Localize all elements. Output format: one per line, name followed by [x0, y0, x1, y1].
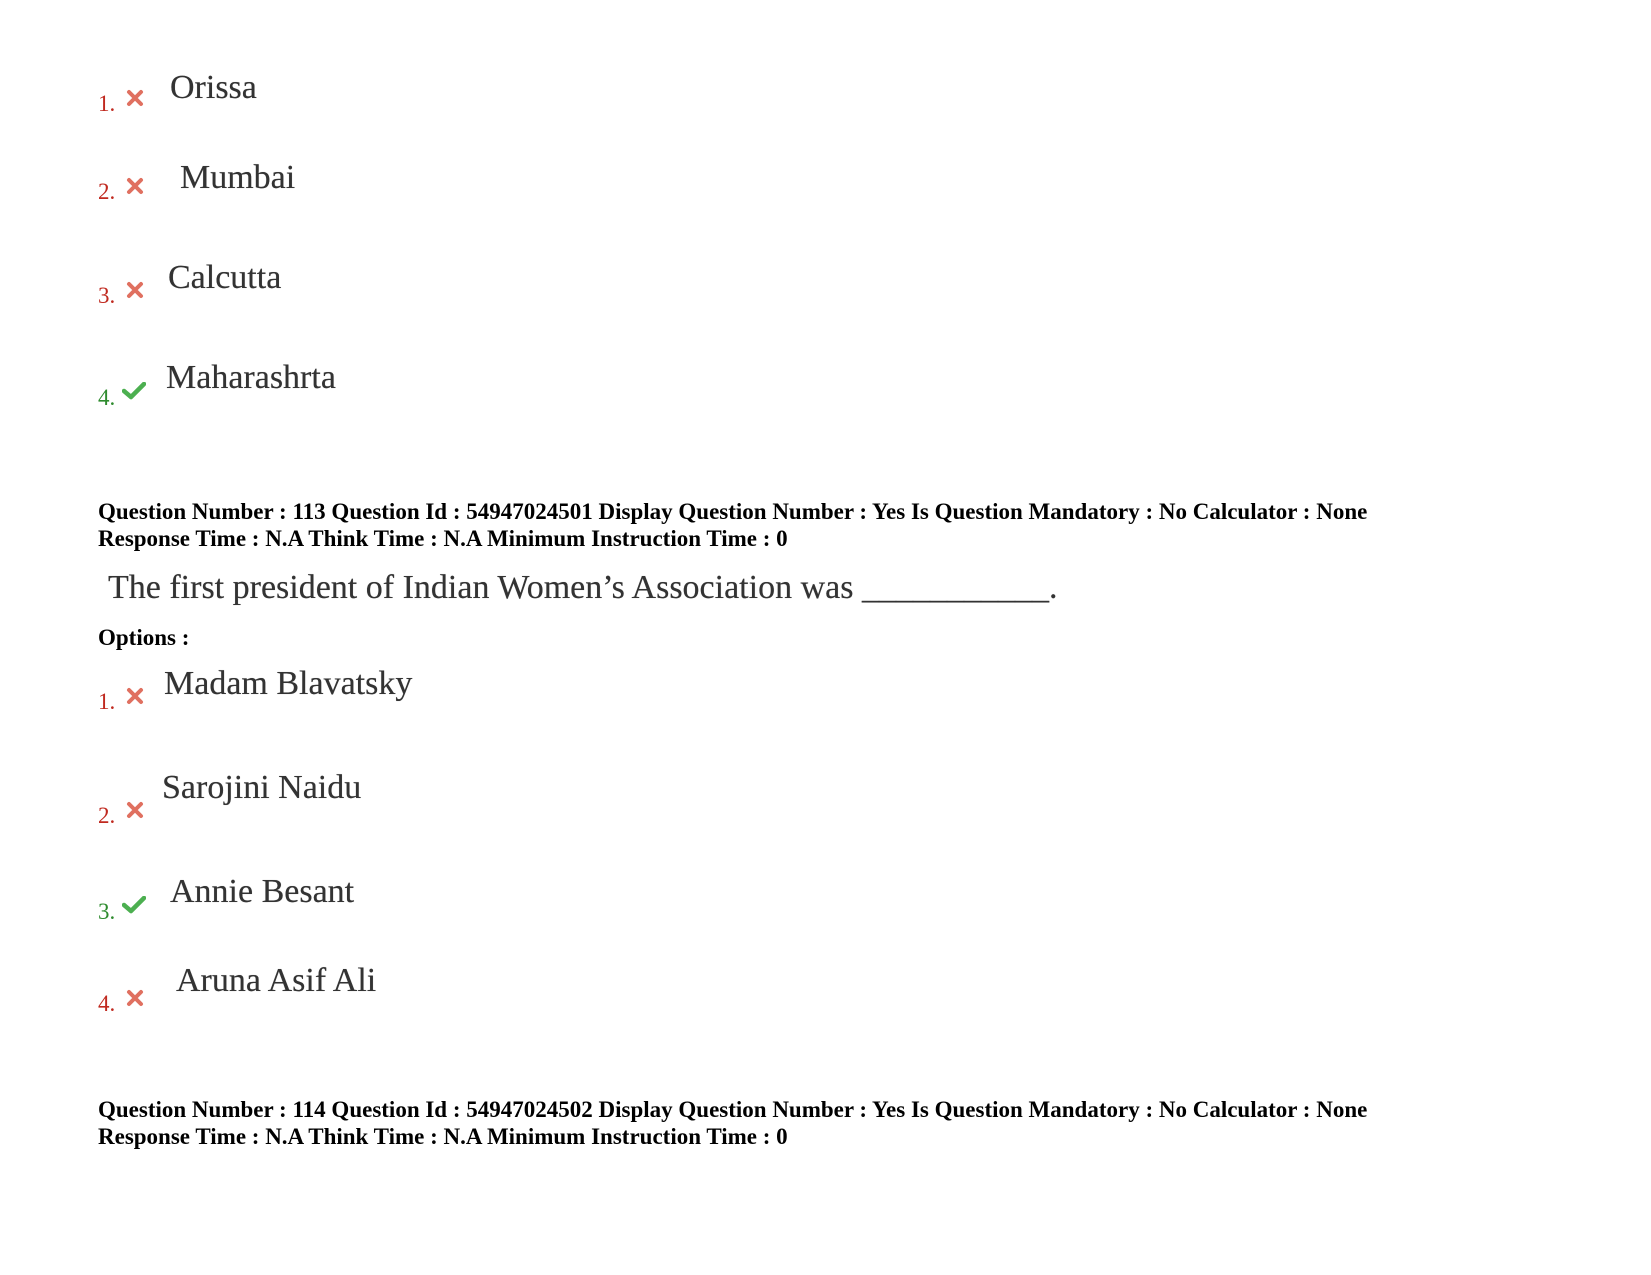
options-label: Options :	[98, 625, 190, 650]
cross-icon	[126, 281, 144, 299]
question-meta-line-2: Response Time : N.A Think Time : N.A Minimum Instruction Time : 0	[98, 1124, 788, 1149]
question-meta-line-2: Response Time : N.A Think Time : N.A Minimum Instruction Time : 0	[98, 526, 788, 551]
option-text: Madam Blavatsky	[164, 665, 413, 702]
question-meta-line-1: Question Number : 114 Question Id : 54947024502 Display Question Number : Yes Is Question Mandatory : No Calculator : None	[98, 1097, 1368, 1122]
option-number: 1.	[98, 689, 116, 714]
option-text: Aruna Asif Ali	[176, 962, 377, 999]
option-item	[0, 159, 1651, 223]
check-icon	[122, 382, 146, 400]
option-item	[0, 259, 1651, 322]
option-number: 4.	[98, 991, 116, 1016]
option-number: 2.	[98, 803, 116, 828]
cross-icon	[126, 687, 144, 705]
option-number: 1.	[98, 91, 116, 116]
option-text: Maharashrta	[166, 359, 336, 396]
option-text: Calcutta	[168, 259, 282, 296]
option-text: Orissa	[170, 69, 257, 106]
cross-icon	[126, 89, 144, 107]
option-number: 3.	[98, 899, 116, 924]
option-item	[0, 70, 1651, 130]
option-item	[0, 360, 1651, 420]
option-item	[0, 769, 1651, 832]
cross-icon	[126, 989, 144, 1007]
cross-icon	[126, 801, 144, 819]
question-text: The first president of Indian Women’s Association was ___________.	[108, 569, 1058, 606]
option-text: Mumbai	[180, 159, 296, 196]
cross-icon	[126, 177, 144, 195]
option-item	[0, 962, 1651, 1026]
option-number: 3.	[98, 283, 116, 308]
question-meta-line-1: Question Number : 113 Question Id : 54947024501 Display Question Number : Yes Is Question Mandatory : No Calculator : None	[98, 499, 1368, 524]
option-item	[0, 665, 1651, 728]
option-text: Sarojini Naidu	[162, 769, 362, 806]
option-number: 2.	[98, 179, 116, 204]
check-icon	[122, 896, 146, 914]
option-number: 4.	[98, 385, 116, 410]
option-text: Annie Besant	[170, 873, 355, 910]
option-item	[0, 873, 1651, 936]
